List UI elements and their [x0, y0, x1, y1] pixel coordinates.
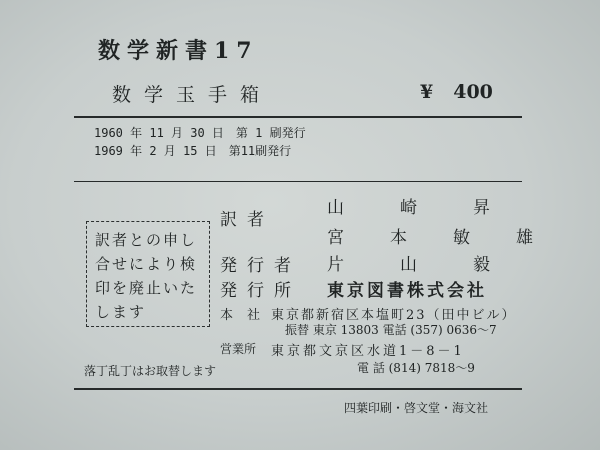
edition-line-first: 1960 年 11 月 30 日 第 1 刷発行 [94, 126, 306, 140]
bottom-rule [74, 388, 522, 390]
series-title: 数学新書17 [98, 38, 259, 64]
yen-symbol: ¥ [420, 81, 434, 103]
notice-line: します [95, 303, 147, 321]
price [420, 81, 493, 103]
head-office-phone: 振替 東京 13803 電話 (357) 0636～7 [285, 323, 497, 337]
top-rule [74, 116, 522, 118]
head-office-address: 東京都新宿区本塩町23（田中ビル） [271, 308, 517, 323]
notice-line: 印を廃止いた [95, 279, 198, 297]
sales-office-label: 営業所 [220, 342, 257, 356]
seal-notice-box [86, 221, 210, 327]
publisher-label: 発行者 [220, 256, 301, 276]
notice-line: 合せにより検 [95, 255, 198, 273]
issuer-name: 東京図書株式会社 [327, 281, 487, 301]
price-value: 400 [453, 81, 493, 103]
misprint-note: 落丁乱丁はお取替します [84, 364, 217, 378]
edition-line-eleventh: 1969 年 2 月 15 日 第11刷発行 [94, 144, 292, 158]
head-office-label: 本社 [220, 308, 275, 323]
translator-label: 訳者 [220, 210, 274, 230]
sales-office-phone: 電 話 (814) 7818～9 [357, 361, 475, 375]
middle-rule [74, 181, 522, 182]
notice-line: 訳者との申し [95, 231, 198, 249]
translator-name-2: 宮本敏雄 [327, 228, 579, 248]
sales-office-address: 東京都文京区水道1－8－1 [271, 344, 465, 359]
printer-credit: 四葉印刷・啓文堂・海文社 [344, 401, 489, 415]
publisher-name: 片山毅 [327, 255, 546, 275]
translator-name-1: 山崎昇 [327, 198, 546, 218]
issuer-label: 発行所 [220, 281, 301, 301]
book-title: 数学玉手箱 [112, 84, 273, 106]
